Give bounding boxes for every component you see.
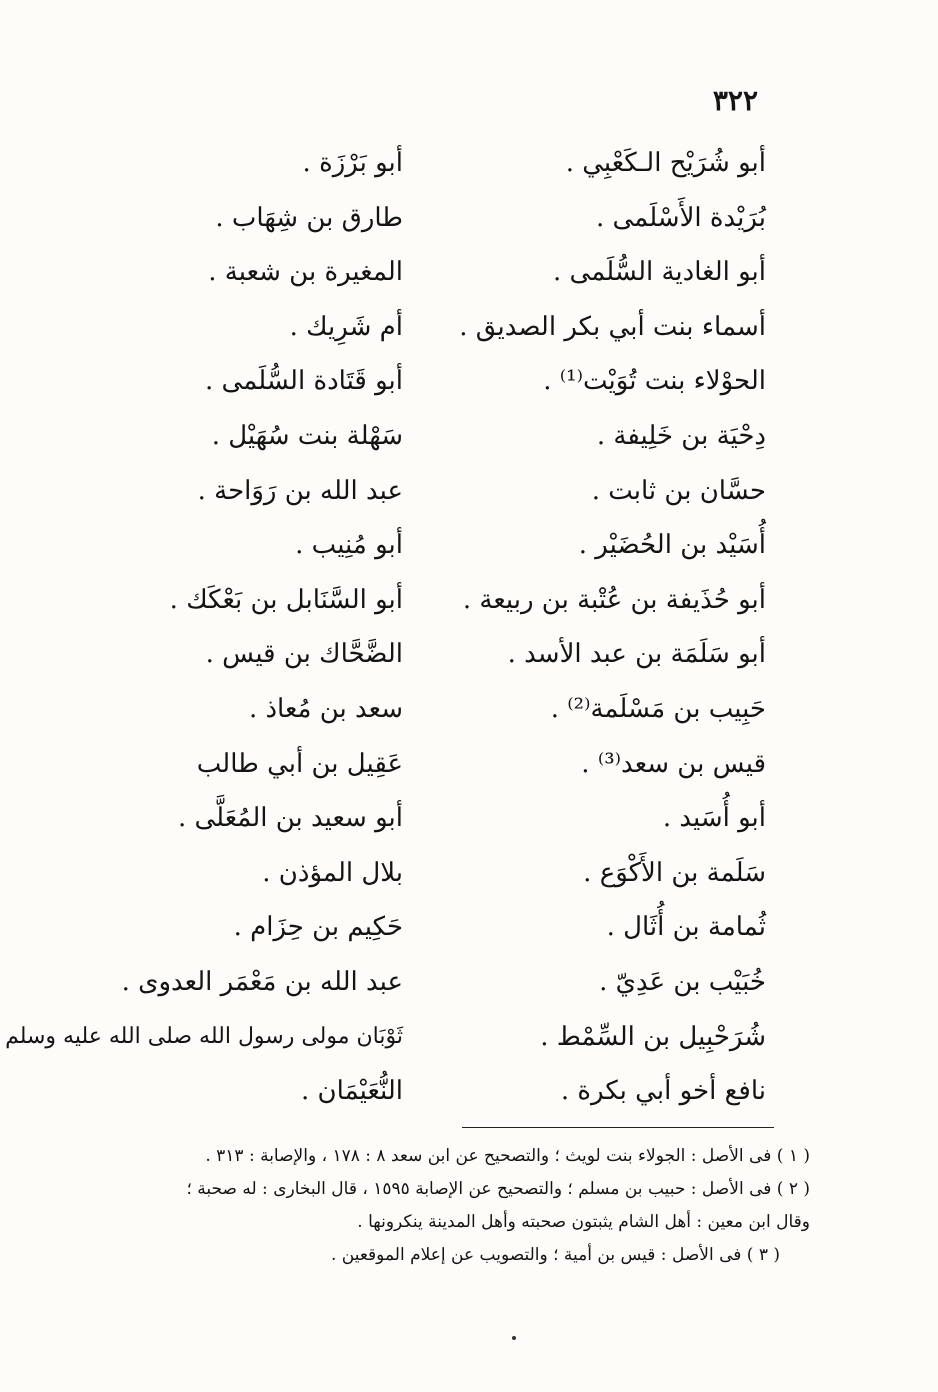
names-list (0, 136, 938, 1116)
list-item: طارق بن شِهَاب . (215, 202, 403, 233)
list-item: سَلَمة بن الأَكْوَع . (583, 857, 766, 888)
list-item: النُّعَيْمَان . (301, 1076, 403, 1107)
footnotes (90, 1140, 810, 1272)
list-item: شُرَحْبِيل بن السِّمْط . (540, 1021, 766, 1052)
right-column (436, 136, 766, 1119)
list-item: أبو حُذَيفة بن عُتْبة بن ربيعة . (462, 584, 766, 615)
list-item: أُسَيْد بن الحُضَيْر . (578, 530, 766, 561)
list-item: أبو قَتَادة السُّلَمى . (205, 366, 403, 397)
list-item: سعد بن مُعاذ . (248, 693, 403, 724)
list-item: نافع أخو أبي بكرة . (560, 1076, 766, 1107)
list-item: أبو بَرْزَة . (302, 148, 403, 178)
list-item: عبد الله بن مَعْمَر العدوى . (121, 966, 403, 997)
list-item: حسَّان بن ثابت . (591, 475, 766, 506)
list-item: عبد الله بن رَوَاحة . (197, 475, 403, 506)
footnote-1: ( ١ ) فى الأصل : الجولاء بنت لويث ؛ والتصحيح عن ابن سعد ٨ : ١٧٨ ، والإصابة : ٣١٣ . (205, 1146, 810, 1166)
list-item: أسماء بنت أبي بكر الصديق . (459, 311, 766, 342)
list-item: بُرَيْدة الأَسْلَمى . (595, 202, 766, 233)
left-column (0, 136, 403, 1119)
list-item: أبو شُرَيْح الـكَعْبِي . (565, 148, 766, 178)
footnote-3: ( ٣ ) فى الأصل : قيس بن أمية ؛ والتصويب عن إعلام الموقعين . (330, 1245, 780, 1265)
list-item: أبو سعيد بن المُعَلَّى . (177, 803, 403, 834)
list-item: حَبِيب بن مَسْلَمة⁽²⁾ . (550, 693, 766, 724)
list-item: أبو أُسَيد . (662, 803, 766, 834)
list-item: خُبَيْب بن عَدِيّ . (599, 966, 766, 997)
list-item: ثَوْبَان مولى رسول الله صلى الله عليه وسلم (5, 1023, 403, 1049)
page-number: ٣٢٢ (712, 84, 758, 117)
list-item: أم شَرِيك . (289, 311, 403, 342)
list-item: قيس بن سعد⁽³⁾ . (581, 748, 766, 779)
page-speck (512, 1336, 516, 1340)
footnote-2-continuation: وقال ابن معين : أهل الشام يثبتون صحبته وأهل المدينة ينكرونها . (357, 1212, 810, 1232)
list-item: دِحْيَة بن خَلِيفة . (596, 420, 766, 451)
list-item: الحوْلاء بنت تُوَيْت⁽¹⁾ . (543, 366, 766, 397)
list-item: ثُمامة بن أُثَال . (606, 912, 766, 943)
list-item: الضَّحَّاك بن قيس . (205, 639, 403, 670)
list-item: عَقِيل بن أبي طالب (196, 748, 403, 779)
footnote-2: ( ٢ ) فى الأصل : حبيب بن مسلم ؛ والتصحيح عن الإصابة ١٥٩٥ ، قال البخارى : له صحبة ؛ (186, 1179, 810, 1199)
footnote-divider (462, 1127, 774, 1128)
list-item: بلال المؤذن . (262, 857, 403, 888)
list-item: حَكِيم بن حِزَام . (233, 912, 403, 943)
list-item: أبو مُنِيب . (295, 530, 403, 561)
list-item: سَهْلة بنت سُهَيْل . (211, 420, 403, 451)
list-item: أبو الغادية السُّلَمى . (553, 257, 766, 288)
list-item: أبو سَلَمَة بن عبد الأسد . (507, 639, 766, 670)
list-item: المغيرة بن شعبة . (208, 257, 403, 288)
list-item: أبو السَّنَابل بن بَعْكَك . (169, 584, 403, 615)
